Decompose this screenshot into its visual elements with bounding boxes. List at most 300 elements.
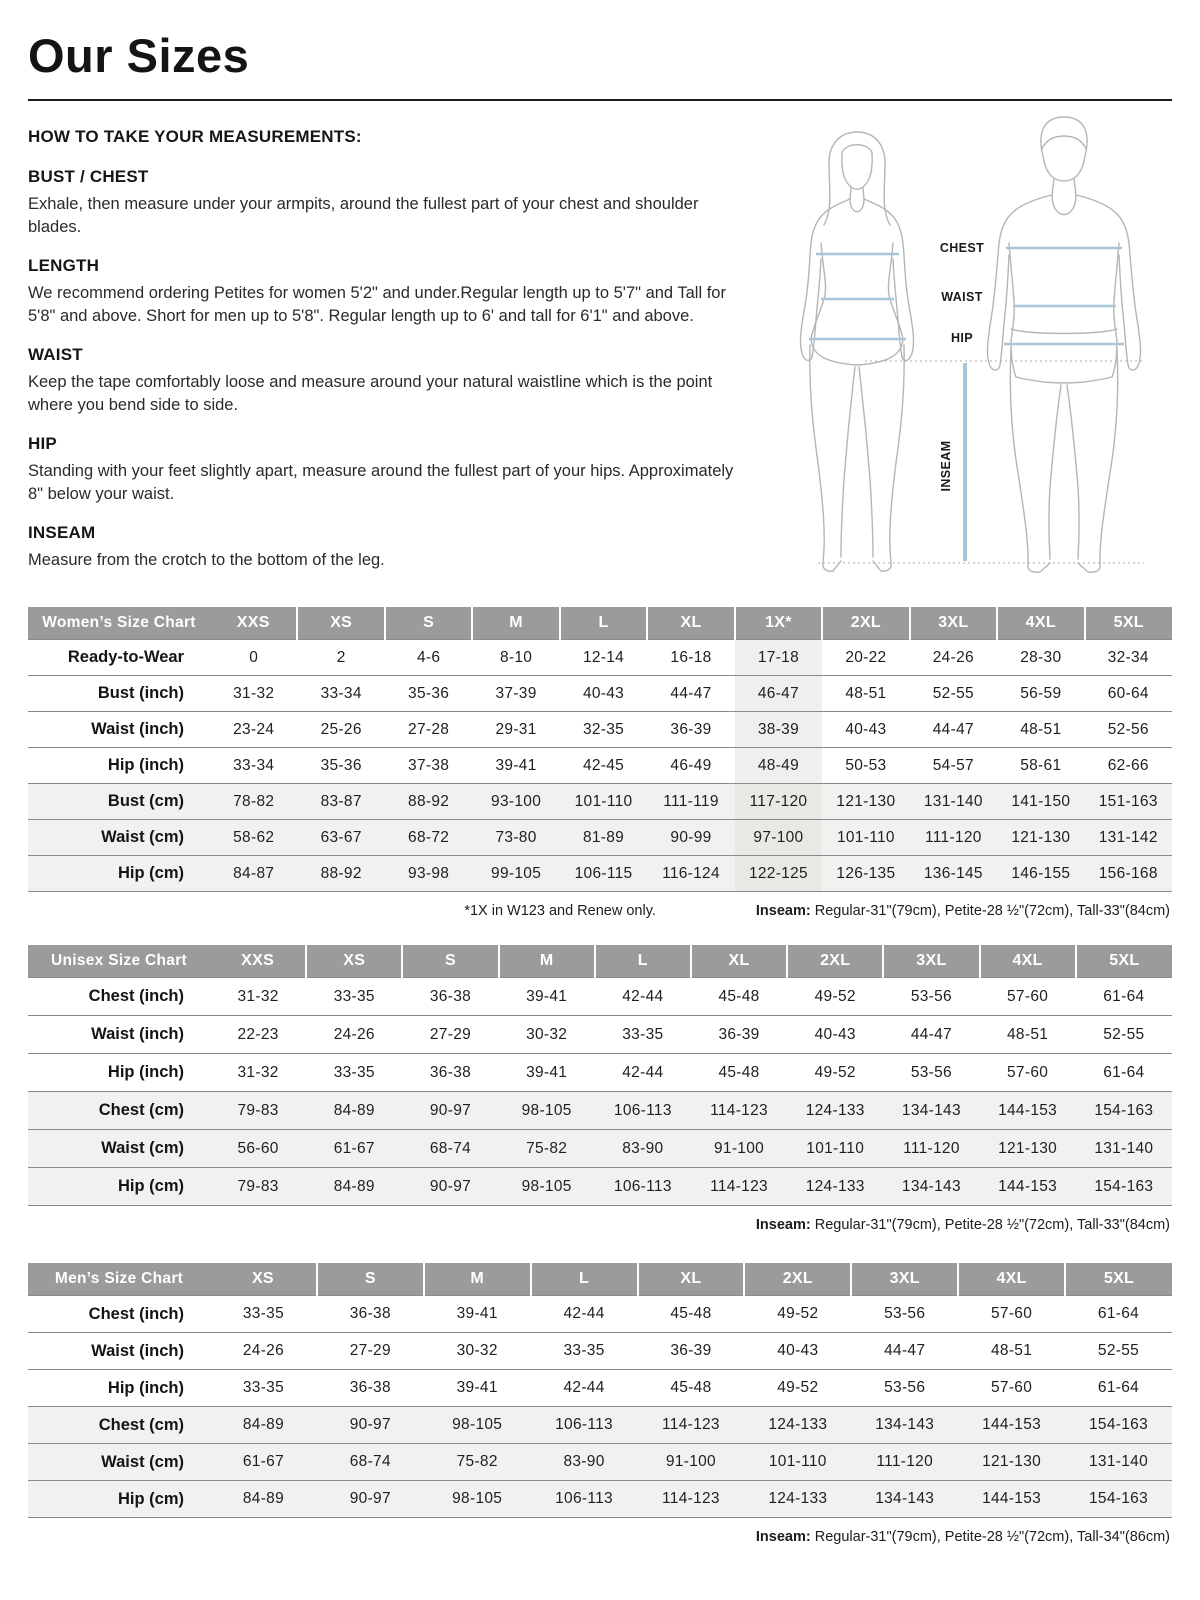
inseam-footnote-label: Inseam: bbox=[755, 903, 811, 919]
female-figure-icon bbox=[800, 132, 913, 571]
size-cell: 33-35 bbox=[242, 1379, 285, 1396]
size-cell: 44-47 bbox=[910, 1025, 952, 1043]
section-body: Standing with your feet slightly apart, measure around the fullest part of your hips. Approximately 8" below your waist. bbox=[28, 462, 734, 503]
table-row bbox=[28, 676, 1172, 712]
inseam-footnote bbox=[756, 1529, 1170, 1545]
size-cell: 97-100 bbox=[735, 820, 822, 856]
size-cell: 83-87 bbox=[320, 792, 362, 810]
size-cell: 154-163 bbox=[1089, 1490, 1148, 1507]
size-cell: 75-82 bbox=[526, 1139, 568, 1157]
size-cell: 28-30 bbox=[1020, 648, 1062, 666]
row-label: Waist (cm) bbox=[101, 1139, 184, 1157]
size-cell: 61-67 bbox=[242, 1453, 285, 1470]
size-cell: 53-56 bbox=[910, 1063, 952, 1081]
inseam-label: INSEAM bbox=[939, 440, 953, 492]
table-row bbox=[28, 640, 1172, 676]
size-cell: 126-135 bbox=[836, 864, 896, 882]
size-cell: 33-35 bbox=[333, 1063, 375, 1081]
size-cell: 48-51 bbox=[1020, 720, 1062, 738]
size-cell: 58-61 bbox=[1020, 756, 1062, 774]
womens-table-notes bbox=[30, 903, 1170, 919]
size-cell: 23-24 bbox=[233, 720, 275, 738]
size-cell: 40-43 bbox=[814, 1025, 856, 1043]
size-cell: 57-60 bbox=[990, 1379, 1033, 1396]
size-cell: 131-142 bbox=[1098, 828, 1158, 846]
body-measurement-diagram-icon bbox=[752, 111, 1172, 581]
size-cell: 50-53 bbox=[845, 756, 887, 774]
size-cell: 33-35 bbox=[242, 1305, 285, 1322]
size-cell: 90-97 bbox=[349, 1416, 391, 1433]
row-label: Ready-to-Wear bbox=[67, 648, 184, 666]
size-cell: 144-153 bbox=[982, 1416, 1042, 1433]
size-cell: 42-44 bbox=[622, 987, 664, 1005]
size-cell: 63-67 bbox=[320, 828, 362, 846]
size-cell: 124-133 bbox=[805, 1101, 865, 1119]
table-row bbox=[28, 748, 1172, 784]
size-cell: 61-64 bbox=[1103, 1063, 1145, 1081]
column-header: 4XL bbox=[980, 945, 1076, 978]
table-row bbox=[28, 712, 1172, 748]
size-cell: 42-44 bbox=[563, 1305, 605, 1322]
column-header: 2XL bbox=[744, 1263, 851, 1296]
column-header: 5XL bbox=[1076, 945, 1172, 978]
size-cell: 60-64 bbox=[1107, 684, 1149, 702]
size-cell: 44-47 bbox=[884, 1342, 926, 1359]
size-cell: 101-110 bbox=[768, 1453, 827, 1470]
size-cell: 114-123 bbox=[662, 1490, 720, 1507]
size-cell: 90-97 bbox=[429, 1177, 472, 1195]
size-cell: 111-120 bbox=[903, 1139, 960, 1157]
row-label: Hip (inch) bbox=[107, 1378, 184, 1397]
size-cell: 121-130 bbox=[998, 1139, 1058, 1157]
size-cell: 98-105 bbox=[452, 1416, 503, 1433]
size-cell: 39-41 bbox=[526, 1063, 568, 1081]
size-cell: 49-52 bbox=[814, 987, 856, 1005]
size-cell: 84-89 bbox=[333, 1101, 375, 1119]
size-cell: 98-105 bbox=[521, 1177, 572, 1195]
column-header: S bbox=[385, 607, 472, 640]
size-cell: 121-130 bbox=[982, 1453, 1042, 1470]
1x-footnote: *1X in W123 and Renew only. bbox=[464, 903, 656, 919]
size-cell: 56-60 bbox=[237, 1139, 279, 1157]
size-cell: 36-39 bbox=[670, 1342, 712, 1359]
size-cell: 54-57 bbox=[932, 756, 974, 774]
section-bust-chest bbox=[28, 167, 742, 239]
size-cell: 35-36 bbox=[320, 756, 362, 774]
size-cell: 154-163 bbox=[1094, 1177, 1154, 1195]
column-header: XXS bbox=[210, 945, 306, 978]
size-cell: 75-82 bbox=[456, 1453, 498, 1470]
size-cell: 45-48 bbox=[670, 1379, 712, 1396]
size-cell: 154-163 bbox=[1094, 1101, 1154, 1119]
size-cell: 16-18 bbox=[670, 648, 712, 666]
size-cell: 83-90 bbox=[622, 1139, 664, 1157]
size-cell: 52-55 bbox=[1097, 1342, 1140, 1359]
size-cell: 134-143 bbox=[901, 1101, 961, 1119]
inseam-footnote-text: Regular-31"(79cm), Petite-28 ½"(72cm), Tall-33"(84cm) bbox=[810, 903, 1170, 919]
row-label: Chest (inch) bbox=[88, 1304, 184, 1323]
size-cell: 52-55 bbox=[932, 684, 974, 702]
size-cell: 57-60 bbox=[1007, 1063, 1049, 1081]
column-header: XL bbox=[638, 1263, 745, 1296]
size-cell: 37-39 bbox=[495, 684, 537, 702]
row-label: Waist (cm) bbox=[101, 1452, 184, 1471]
measurement-instructions-row bbox=[28, 125, 1172, 589]
table-row bbox=[28, 1054, 1172, 1092]
inseam-footnote-label: Inseam: bbox=[755, 1529, 811, 1545]
size-cell: 33-35 bbox=[333, 987, 375, 1005]
row-label: Waist (cm) bbox=[101, 828, 184, 846]
unisex-size-chart-block bbox=[28, 945, 1172, 1233]
size-cell: 106-115 bbox=[574, 864, 633, 882]
table-row bbox=[28, 1168, 1172, 1206]
size-cell: 52-55 bbox=[1103, 1025, 1145, 1043]
section-body: Measure from the crotch to the bottom of the leg. bbox=[28, 551, 385, 569]
section-inseam bbox=[28, 523, 742, 572]
column-header: XS bbox=[297, 607, 384, 640]
size-cell: 68-74 bbox=[429, 1139, 472, 1157]
mens-size-chart-table bbox=[28, 1263, 1172, 1518]
size-cell: 99-105 bbox=[491, 864, 542, 882]
size-cell: 37-38 bbox=[408, 756, 450, 774]
size-cell: 27-28 bbox=[408, 720, 450, 738]
column-header: XL bbox=[647, 607, 734, 640]
size-cell: 144-153 bbox=[982, 1490, 1042, 1507]
size-cell: 84-87 bbox=[233, 864, 275, 882]
size-cell: 73-80 bbox=[495, 828, 537, 846]
size-cell: 36-38 bbox=[349, 1305, 391, 1322]
size-cell: 31-32 bbox=[237, 1063, 279, 1081]
size-cell: 91-100 bbox=[665, 1453, 716, 1470]
size-cell: 81-89 bbox=[582, 828, 625, 846]
size-cell: 32-34 bbox=[1107, 648, 1149, 666]
size-cell: 42-45 bbox=[582, 756, 625, 774]
size-cell: 84-89 bbox=[333, 1177, 375, 1195]
size-cell: 101-110 bbox=[574, 792, 633, 810]
column-header: M bbox=[472, 607, 559, 640]
column-header: 3XL bbox=[910, 607, 997, 640]
table-row bbox=[28, 1296, 1172, 1333]
section-hip bbox=[28, 434, 742, 506]
size-cell: 45-48 bbox=[718, 987, 760, 1005]
chest-label: CHEST bbox=[939, 241, 985, 255]
size-cell: 53-56 bbox=[884, 1305, 926, 1322]
column-header: 1X* bbox=[735, 607, 822, 640]
column-header: 2XL bbox=[787, 945, 883, 978]
table-row bbox=[28, 978, 1172, 1016]
size-cell: 49-52 bbox=[777, 1379, 819, 1396]
size-cell: 48-51 bbox=[1007, 1025, 1049, 1043]
table-header-row bbox=[28, 607, 1172, 640]
table-row bbox=[28, 1092, 1172, 1130]
size-cell: 48-51 bbox=[845, 684, 887, 702]
section-heading: LENGTH bbox=[28, 256, 100, 275]
size-cell: 39-41 bbox=[456, 1379, 498, 1396]
size-cell: 39-41 bbox=[526, 987, 568, 1005]
size-cell: 39-41 bbox=[456, 1305, 498, 1322]
size-cell: 36-38 bbox=[429, 1063, 472, 1081]
size-cell: 134-143 bbox=[901, 1177, 961, 1195]
size-cell: 24-26 bbox=[932, 648, 974, 666]
size-cell: 38-39 bbox=[735, 712, 822, 748]
size-cell: 57-60 bbox=[990, 1305, 1033, 1322]
size-cell: 68-72 bbox=[408, 828, 450, 846]
table-row bbox=[28, 1444, 1172, 1481]
table-header-row bbox=[28, 945, 1172, 978]
womens-size-chart-block bbox=[28, 607, 1172, 919]
column-header: XL bbox=[691, 945, 787, 978]
size-cell: 0 bbox=[249, 648, 259, 666]
size-cell: 40-43 bbox=[777, 1342, 819, 1359]
size-cell: 24-26 bbox=[242, 1342, 285, 1359]
size-cell: 53-56 bbox=[884, 1379, 926, 1396]
row-label: Chest (inch) bbox=[88, 987, 184, 1005]
column-header: 3XL bbox=[851, 1263, 958, 1296]
column-header: L bbox=[531, 1263, 638, 1296]
size-cell: 61-64 bbox=[1103, 987, 1145, 1005]
size-cell: 131-140 bbox=[1089, 1453, 1148, 1470]
size-cell: 91-100 bbox=[713, 1139, 765, 1157]
table-row bbox=[28, 784, 1172, 820]
size-cell: 48-49 bbox=[735, 748, 822, 784]
size-cell: 90-99 bbox=[670, 828, 712, 846]
size-cell: 111-120 bbox=[876, 1453, 934, 1470]
size-cell: 61-64 bbox=[1097, 1379, 1140, 1396]
size-cell: 44-47 bbox=[932, 720, 974, 738]
size-cell: 45-48 bbox=[718, 1063, 760, 1081]
size-cell: 36-39 bbox=[670, 720, 712, 738]
column-header: S bbox=[402, 945, 498, 978]
size-cell: 134-143 bbox=[875, 1416, 935, 1433]
mens-size-chart-block bbox=[28, 1263, 1172, 1545]
size-cell: 48-51 bbox=[990, 1342, 1033, 1359]
row-label: Waist (inch) bbox=[91, 720, 184, 738]
column-header: 4XL bbox=[958, 1263, 1065, 1296]
size-cell: 45-48 bbox=[670, 1305, 712, 1322]
row-label: Chest (cm) bbox=[98, 1101, 184, 1119]
inseam-footnote bbox=[756, 903, 1170, 919]
size-cell: 101-110 bbox=[806, 1139, 865, 1157]
size-cell: 53-56 bbox=[910, 987, 952, 1005]
size-cell: 24-26 bbox=[333, 1025, 375, 1043]
table-row bbox=[28, 1370, 1172, 1407]
size-cell: 98-105 bbox=[452, 1490, 503, 1507]
inseam-footnote-text: Regular-31"(79cm), Petite-28 ½"(72cm), Tall-34"(86cm) bbox=[810, 1529, 1170, 1545]
section-heading: BUST / CHEST bbox=[28, 167, 149, 186]
size-cell: 88-92 bbox=[408, 792, 450, 810]
section-heading: WAIST bbox=[28, 345, 83, 364]
table-row bbox=[28, 1130, 1172, 1168]
size-cell: 25-26 bbox=[320, 720, 362, 738]
size-cell: 88-92 bbox=[320, 864, 362, 882]
column-header: 3XL bbox=[883, 945, 979, 978]
row-label: Hip (cm) bbox=[118, 864, 184, 882]
size-cell: 121-130 bbox=[836, 792, 896, 810]
size-cell: 156-168 bbox=[1098, 864, 1158, 882]
size-cell: 136-145 bbox=[923, 864, 983, 882]
row-label: Waist (inch) bbox=[91, 1025, 184, 1043]
size-cell: 57-60 bbox=[1007, 987, 1049, 1005]
column-header: 4XL bbox=[997, 607, 1084, 640]
column-header: XS bbox=[306, 945, 402, 978]
row-label: Chest (cm) bbox=[98, 1415, 184, 1434]
inseam-footnote bbox=[756, 1217, 1170, 1233]
page-title: Our Sizes bbox=[28, 29, 250, 82]
table-header-row bbox=[28, 1263, 1172, 1296]
size-cell: 42-44 bbox=[622, 1063, 664, 1081]
howto-heading: HOW TO TAKE YOUR MEASUREMENTS: bbox=[28, 127, 362, 146]
table-title: Unisex Size Chart bbox=[28, 945, 210, 978]
size-cell: 40-43 bbox=[582, 684, 625, 702]
size-cell: 131-140 bbox=[923, 792, 983, 810]
size-cell: 106-113 bbox=[555, 1416, 613, 1433]
size-cell: 31-32 bbox=[237, 987, 279, 1005]
column-header: L bbox=[560, 607, 647, 640]
size-cell: 79-83 bbox=[237, 1101, 279, 1119]
size-cell: 84-89 bbox=[242, 1490, 285, 1507]
size-cell: 124-133 bbox=[768, 1490, 828, 1507]
size-cell: 36-38 bbox=[349, 1379, 391, 1396]
size-cell: 90-97 bbox=[349, 1490, 391, 1507]
size-cell: 40-43 bbox=[845, 720, 887, 738]
size-cell: 27-29 bbox=[429, 1025, 472, 1043]
measurement-instructions bbox=[28, 125, 752, 589]
size-cell: 8-10 bbox=[499, 648, 533, 666]
size-cell: 93-98 bbox=[408, 864, 450, 882]
table-title: Men’s Size Chart bbox=[28, 1263, 210, 1296]
row-label: Hip (inch) bbox=[107, 1063, 184, 1081]
section-waist bbox=[28, 345, 742, 417]
section-body: Exhale, then measure under your armpits, around the fullest part of your chest and shoulder blades. bbox=[28, 195, 699, 236]
inseam-footnote-label: Inseam: bbox=[755, 1217, 811, 1233]
measurement-diagram bbox=[752, 111, 1172, 581]
hip-label: HIP bbox=[950, 331, 974, 345]
column-header: 5XL bbox=[1065, 1263, 1172, 1296]
waist-label: WAIST bbox=[941, 290, 983, 304]
size-cell: 68-74 bbox=[349, 1453, 391, 1470]
row-label: Waist (inch) bbox=[91, 1341, 184, 1360]
size-cell: 106-113 bbox=[613, 1177, 672, 1195]
size-cell: 49-52 bbox=[814, 1063, 856, 1081]
size-cell: 33-35 bbox=[622, 1025, 664, 1043]
size-cell: 83-90 bbox=[563, 1453, 605, 1470]
size-cell: 33-34 bbox=[233, 756, 275, 774]
size-cell: 106-113 bbox=[555, 1490, 613, 1507]
size-cell: 32-35 bbox=[582, 720, 625, 738]
size-cell: 46-47 bbox=[735, 676, 822, 712]
column-header: M bbox=[499, 945, 595, 978]
size-cell: 114-123 bbox=[710, 1101, 768, 1119]
size-cell: 29-31 bbox=[495, 720, 537, 738]
size-cell: 4-6 bbox=[416, 648, 441, 666]
size-cell: 36-38 bbox=[429, 987, 472, 1005]
row-label: Hip (inch) bbox=[107, 756, 184, 774]
size-cell: 31-32 bbox=[233, 684, 275, 702]
title-divider bbox=[28, 99, 1172, 101]
male-figure-icon bbox=[987, 117, 1140, 572]
mens-table-notes bbox=[30, 1529, 1170, 1545]
column-header: L bbox=[595, 945, 691, 978]
table-row bbox=[28, 1333, 1172, 1370]
size-cell: 62-66 bbox=[1107, 756, 1149, 774]
row-label: Hip (cm) bbox=[118, 1177, 184, 1195]
size-cell: 134-143 bbox=[875, 1490, 935, 1507]
table-row bbox=[28, 820, 1172, 856]
table-title: Women’s Size Chart bbox=[28, 607, 210, 640]
size-cell: 144-153 bbox=[998, 1177, 1058, 1195]
section-body: Keep the tape comfortably loose and measure around your natural waistline which is the point where you bend side to side. bbox=[28, 373, 713, 414]
size-cell: 30-32 bbox=[456, 1342, 498, 1359]
size-cell: 61-67 bbox=[333, 1139, 375, 1157]
unisex-size-chart-table bbox=[28, 945, 1172, 1206]
size-cell: 101-110 bbox=[836, 828, 895, 846]
size-cell: 17-18 bbox=[735, 640, 822, 676]
size-cell: 93-100 bbox=[491, 792, 542, 810]
size-cell: 78-82 bbox=[233, 792, 275, 810]
size-cell: 49-52 bbox=[777, 1305, 819, 1322]
size-cell: 30-32 bbox=[526, 1025, 568, 1043]
size-cell: 84-89 bbox=[242, 1416, 285, 1433]
size-cell: 27-29 bbox=[349, 1342, 391, 1359]
size-cell: 2 bbox=[336, 648, 346, 666]
size-cell: 12-14 bbox=[582, 648, 625, 666]
size-cell: 116-124 bbox=[662, 864, 720, 882]
size-cell: 79-83 bbox=[237, 1177, 279, 1195]
section-length bbox=[28, 256, 742, 328]
table-row bbox=[28, 856, 1172, 892]
size-cell: 154-163 bbox=[1089, 1416, 1148, 1433]
size-cell: 98-105 bbox=[521, 1101, 572, 1119]
size-cell: 46-49 bbox=[670, 756, 712, 774]
unisex-table-notes bbox=[30, 1217, 1170, 1233]
inseam-footnote-text: Regular-31"(79cm), Petite-28 ½"(72cm), Tall-33"(84cm) bbox=[810, 1217, 1170, 1233]
size-cell: 124-133 bbox=[805, 1177, 865, 1195]
size-cell: 35-36 bbox=[408, 684, 450, 702]
column-header: XXS bbox=[210, 607, 297, 640]
column-header: 5XL bbox=[1085, 607, 1172, 640]
size-cell: 90-97 bbox=[429, 1101, 472, 1119]
size-cell: 131-140 bbox=[1094, 1139, 1154, 1157]
size-cell: 33-34 bbox=[320, 684, 362, 702]
size-cell: 61-64 bbox=[1097, 1305, 1140, 1322]
table-row bbox=[28, 1407, 1172, 1444]
size-cell: 36-39 bbox=[718, 1025, 760, 1043]
size-cell: 114-123 bbox=[662, 1416, 720, 1433]
size-cell: 144-153 bbox=[998, 1101, 1058, 1119]
size-cell: 33-35 bbox=[563, 1342, 605, 1359]
row-label: Bust (inch) bbox=[97, 684, 184, 702]
size-cell: 151-163 bbox=[1098, 792, 1158, 810]
table-row bbox=[28, 1016, 1172, 1054]
size-cell: 111-119 bbox=[663, 792, 719, 810]
column-header: XS bbox=[210, 1263, 317, 1296]
size-cell: 20-22 bbox=[845, 648, 887, 666]
size-cell: 39-41 bbox=[495, 756, 537, 774]
size-cell: 122-125 bbox=[735, 856, 822, 892]
size-cell: 111-120 bbox=[925, 828, 982, 846]
section-heading: HIP bbox=[28, 434, 57, 453]
size-cell: 121-130 bbox=[1011, 828, 1071, 846]
size-cell: 22-23 bbox=[237, 1025, 279, 1043]
column-header: S bbox=[317, 1263, 424, 1296]
size-cell: 117-120 bbox=[735, 784, 822, 820]
size-cell: 106-113 bbox=[613, 1101, 672, 1119]
size-cell: 124-133 bbox=[768, 1416, 828, 1433]
row-label: Hip (cm) bbox=[118, 1489, 184, 1508]
row-label: Bust (cm) bbox=[107, 792, 184, 810]
table-row bbox=[28, 1481, 1172, 1518]
size-cell: 44-47 bbox=[670, 684, 712, 702]
